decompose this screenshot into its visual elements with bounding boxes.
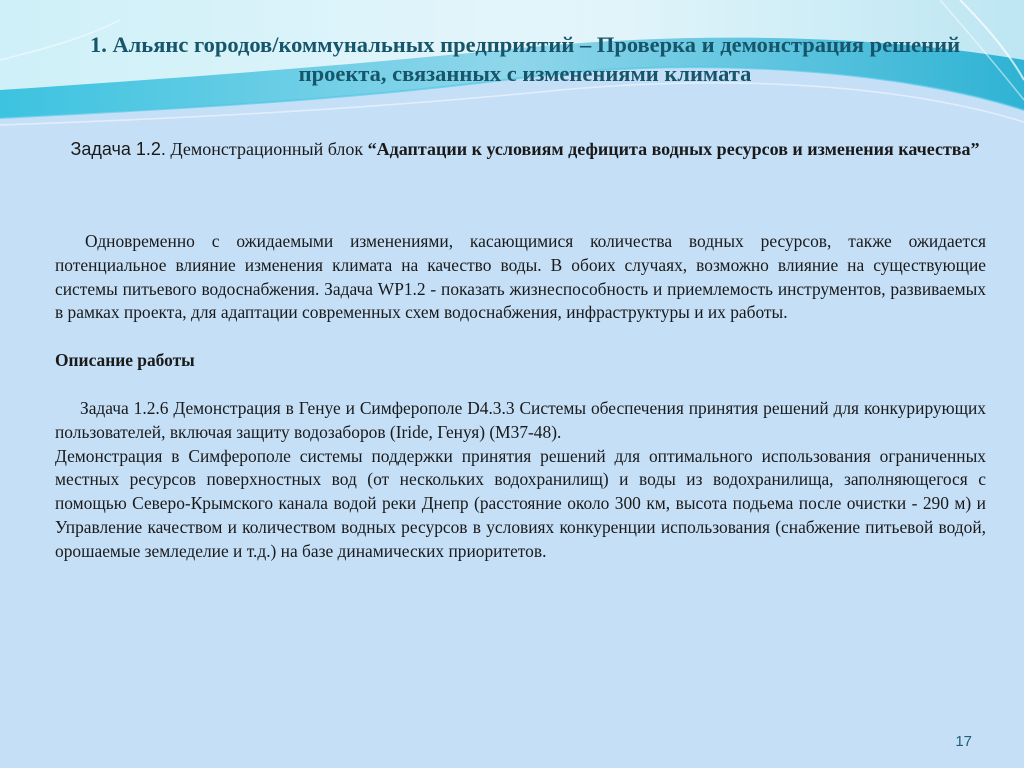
page-number: 17 <box>955 733 972 750</box>
task-subtitle <box>60 136 990 162</box>
work-description-heading: Описание работы <box>55 350 195 371</box>
task-prefix: Демонстрационный блок <box>170 139 364 159</box>
task-label: Задача 1.2. <box>70 139 166 159</box>
task-paragraph: Задача 1.2.6 Демонстрация в Генуе и Симферополе D4.3.3 Системы обеспечения принятия решений для конкурирующих пользователей, включая защиту водозаборов (Iride, Генуя) (M37-48). <box>55 397 986 442</box>
task-emphasis: “Адаптации к условиям дефицита водных ресурсов и изменения качества” <box>367 139 980 159</box>
intro-paragraph: Одновременно с ожидаемыми изменениями, касающимися количества водных ресурсов, также ожидается потенциальное влияние изменения климата на качество воды. В обоих случаях, возможно влияние на существующие системы питьевого водоснабжения. Задача WP1.2 - показать жизнеспособность и приемлемость инструментов, развиваемых в рамках проекта, для адаптации современных схем водоснабжения, инфраструктуры и их работы. <box>55 231 986 323</box>
slide-title: 1. Альянс городов/коммунальных предприятий – Проверка и демонстрация решений проекта, связанных с изменениями климата <box>89 32 961 86</box>
demonstration-paragraph: Демонстрация в Симферополе системы поддержки принятия решений для оптимального использования ограниченных местных ресурсов поверхностных вод (от нескольких водохранилищ) и воды из водохранилища, заполняющегося с помощью Северо-Крымского канала водой реки Днепр (расстояние около 300 км, высота подьема после очистки - 290 м) и Управление качеством и количеством водных ресурсов в условиях конкуренции использования (снабжение питьевой водой, орошаемые земледелие и т.д.) на базе динамических приоритетов. <box>55 445 986 561</box>
slide-body <box>55 230 986 564</box>
